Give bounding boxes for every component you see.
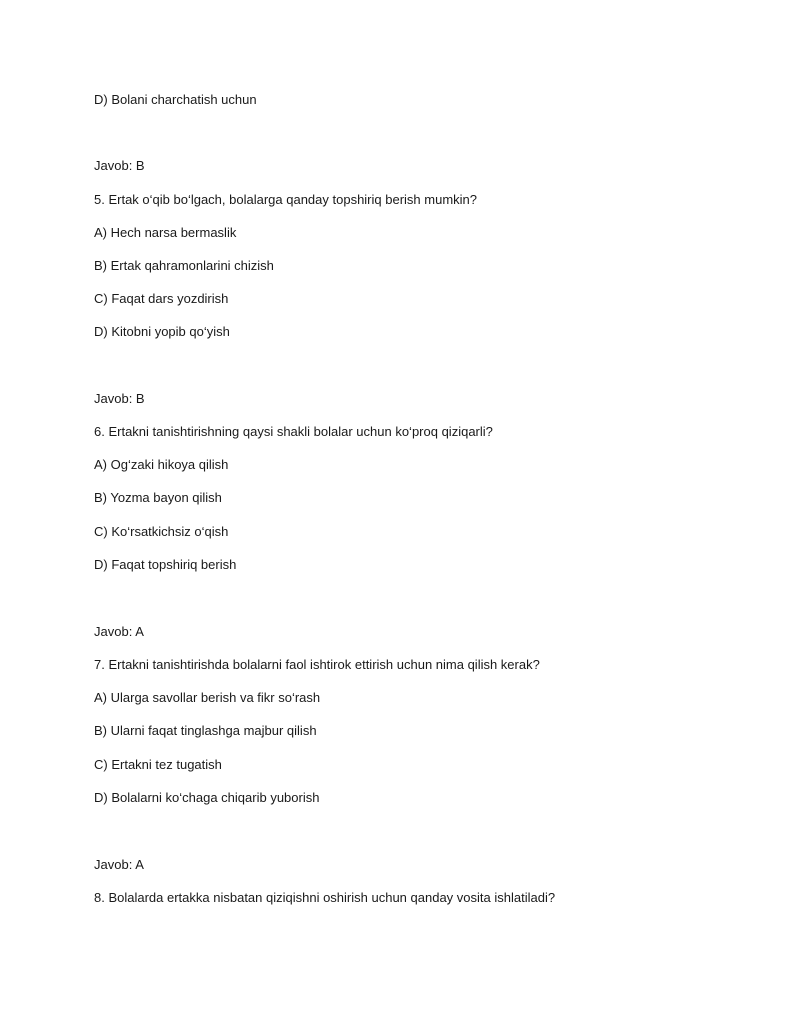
- answer-key: Javob: A: [94, 857, 144, 872]
- answer-key: Javob: B: [94, 391, 145, 406]
- answer-option: A) Hech narsa bermaslik: [94, 225, 237, 240]
- question-text: 6. Ertakni tanishtirishning qaysi shakli bolalar uchun ko‘proq qiziqarli?: [94, 424, 493, 439]
- answer-option: D) Faqat topshiriq berish: [94, 557, 237, 572]
- answer-option: D) Bolani charchatish uchun: [94, 92, 257, 107]
- answer-key: Javob: A: [94, 624, 144, 639]
- answer-option: A) Og‘zaki hikoya qilish: [94, 457, 229, 472]
- question-text: 8. Bolalarda ertakka nisbatan qiziqishni oshirish uchun qanday vosita ishlatiladi?: [94, 890, 556, 905]
- answer-option: B) Yozma bayon qilish: [94, 490, 222, 505]
- answer-option: C) Faqat dars yozdirish: [94, 291, 229, 306]
- answer-key: Javob: B: [94, 158, 145, 173]
- question-text: 5. Ertak o‘qib bo‘lgach, bolalarga qanday topshiriq berish mumkin?: [94, 192, 477, 207]
- answer-option: D) Kitobni yopib qo‘yish: [94, 324, 230, 339]
- answer-option: A) Ularga savollar berish va fikr so‘rash: [94, 690, 321, 705]
- answer-option: B) Ularni faqat tinglashga majbur qilish: [94, 723, 317, 738]
- answer-option: D) Bolalarni ko‘chaga chiqarib yuborish: [94, 790, 320, 805]
- question-text: 7. Ertakni tanishtirishda bolalarni faol ishtirok ettirish uchun nima qilish kerak?: [94, 657, 540, 672]
- answer-option: C) Ertakni tez tugatish: [94, 757, 222, 772]
- answer-option: C) Ko‘rsatkichsiz o‘qish: [94, 524, 229, 539]
- answer-option: B) Ertak qahramonlarini chizish: [94, 258, 274, 273]
